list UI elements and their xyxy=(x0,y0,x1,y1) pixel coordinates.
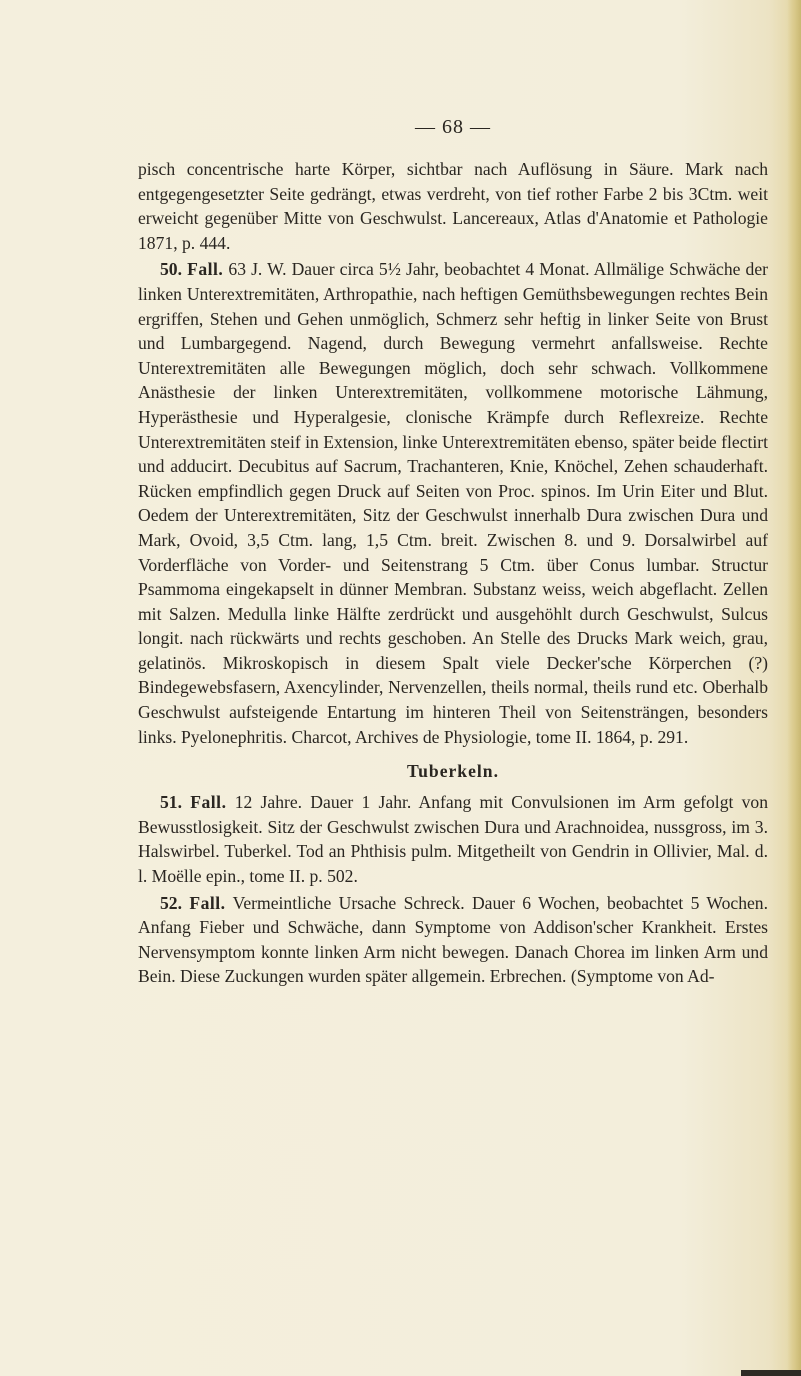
case-52-paragraph xyxy=(138,891,768,989)
intro-paragraph: pisch concentrische harte Körper, sichtbar nach Auflösung in Säure. Mark nach entgegengesetzter Seite gedrängt, etwas verdreht, von tief rother Farbe 2 bis 3Ctm. weit erweicht gegenüber Mitte von Geschwulst. Lancereaux, Atlas d'Anatomie et Pathologie 1871, p. 444. xyxy=(138,159,768,253)
case-50-paragraph xyxy=(138,257,768,749)
case-51-text: 12 Jahre. Dauer 1 Jahr. Anfang mit Convulsionen im Arm gefolgt von Bewusstlosigkeit. Sitz der Geschwulst zwischen Dura und Arachnoidea, nussgross, im 3. Halswirbel. Tuberkel. Tod an Phthisis pulm. Mitgetheilt von Gendrin in Ollivier, Mal. d. l. Moëlle epin., tome II. p. 502. xyxy=(138,792,769,887)
case-51-number: 51. xyxy=(160,792,182,813)
case-51-label: Fall. xyxy=(190,792,227,813)
page-number: — 68 — xyxy=(415,116,491,138)
case-50-number: 50. xyxy=(160,259,182,280)
case-50-text: 63 J. W. Dauer circa 5½ Jahr, beobachtet 4 Monat. Allmälige Schwäche der linken Unterextremitäten, Arthropathie, nach heftigen Gemüthsbewegungen rechtes Bein ergriffen, Stehen und Gehen unmöglich, Schmerz sehr heftig in linker Seite von Brust und Lumbargegend. Nagend, durch Bewegung vermehrt anfallsweise. Rechte Unterextremitäten alle Bewegungen möglich, doch sehr schwach. Vollkommene Anästhesie der linken Unterextremitäten, vollkommene motorische Lähmung, Hyperästhesie und Hyperalgesie, clonische Krämpfe durch Reflexreize. Rechte Unterextremitäten steif in Extension, linke Unterextremitäten ebenso, später beide flectirt und adducirt. Decubitus auf Sacrum, Trachanteren, Knie, Knöchel, Zehen schauderhaft. Rücken empfindlich gegen Druck auf Seiten von Proc. spinos. Im Urin Eiter und Blut. Oedem der Unterextremitäten, Sitz der Geschwulst innerhalb Dura zwischen Dura und Mark, Ovoid, 3,5 Ctm. lang, 1,5 Ctm. breit. Zwischen 8. und 9. Dorsalwirbel auf Vorderfläche von Vorder- und Seitenstrang 5 Ctm. über Conus lumbar. Structur Psammoma eingekapselt in dünner Membran. Substanz weiss, weich abgeflacht. Zellen mit Salzen. Medulla linke Hälfte zerdrückt und ausgehöhlt durch Geschwulst, Sulcus longit. nach rückwärts und rechts geschoben. An Stelle des Drucks Mark weich, grau, gelatinös. Mikroskopisch in diesem Spalt viele Decker'sche Körperchen (?) Bindegewebsfasern, Axencylinder, Nervenzellen, theils normal, theils rund etc. Oberhalb Geschwulst aufsteigende Entartung im hinteren Theil von Seitensträngen, besonders links. Pyelonephritis. Charcot, Archives de Physiologie, tome II. 1864, p. 291. xyxy=(138,259,768,747)
scan-corner-mark xyxy=(741,1370,801,1376)
case-50-label: Fall. xyxy=(187,259,224,280)
page-edge-shadow xyxy=(787,0,801,1376)
case-52-number: 52. xyxy=(160,892,182,913)
case-52-text: Vermeintliche Ursache Schreck. Dauer 6 Wochen, beobachtet 5 Wochen. Anfang Fieber und Schwäche, dann Symptome von Addison'scher Krankheit. Erstes Nervensymptom konnte linken Arm nicht bewegen. Danach Chorea im linken Arm und Bein. Diese Zuckungen wurden später allgemein. Erbrechen. (Symptome von Ad- xyxy=(138,892,768,987)
case-51-paragraph xyxy=(138,790,768,888)
document-body xyxy=(138,116,768,989)
case-52-label: Fall. xyxy=(189,892,226,913)
section-title-tuberkeln: Tuberkeln. xyxy=(407,761,499,782)
